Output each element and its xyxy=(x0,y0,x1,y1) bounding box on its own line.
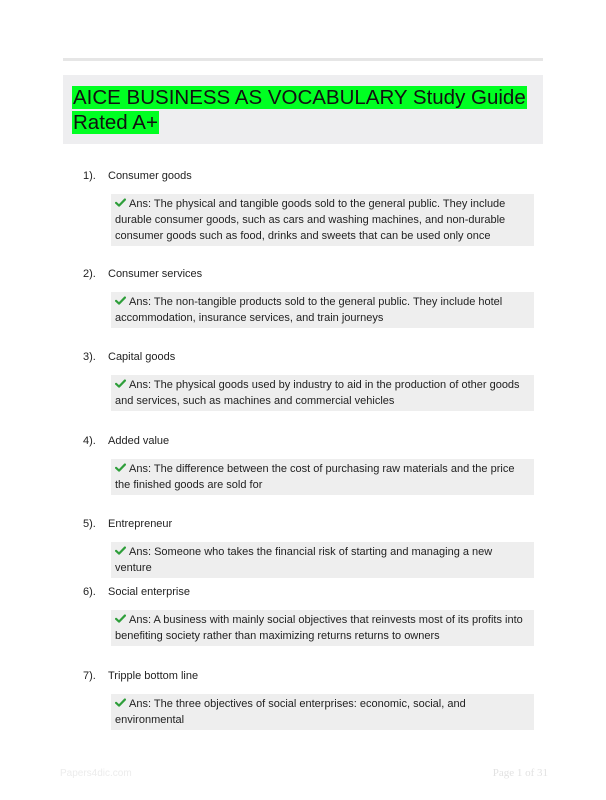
check-icon xyxy=(115,197,126,208)
question-term: Social enterprise xyxy=(108,586,190,598)
answer-box xyxy=(111,694,534,730)
check-icon xyxy=(115,613,126,624)
answer-box xyxy=(111,375,534,411)
question-number: 4). xyxy=(83,435,96,447)
question-number: 6). xyxy=(83,586,96,598)
answer-box xyxy=(111,459,534,495)
answer-text: A business with mainly social objectives that reinvests most of its profits into benefiting society rather than maximizing returns returns to owners xyxy=(115,614,523,642)
footer-watermark: Papers4dic.com xyxy=(60,768,132,779)
top-divider xyxy=(63,58,543,61)
question-term: Added value xyxy=(108,435,170,447)
answer-prefix: Ans: xyxy=(129,546,152,558)
question-term: Consumer goods xyxy=(108,170,192,182)
question-number: 3). xyxy=(83,351,96,363)
question-number: 5). xyxy=(83,518,96,530)
question-term: Capital goods xyxy=(108,351,176,363)
answer-prefix: Ans: xyxy=(129,198,152,210)
question-term: Entrepreneur xyxy=(108,518,173,530)
question-term: Tripple bottom line xyxy=(108,670,199,682)
answer-text: The non-tangible products sold to the general public. They include hotel accommodation, insurance services, and train journeys xyxy=(115,296,503,324)
check-icon xyxy=(115,378,126,389)
answer-text: The physical goods used by industry to aid in the production of other goods and services, such as machines and commercial vehicles xyxy=(115,379,520,407)
answer-prefix: Ans: xyxy=(129,463,152,475)
question-term: Consumer services xyxy=(108,268,203,280)
answer-box xyxy=(111,194,534,246)
answer-box xyxy=(111,292,534,328)
page-number: Page 1 of 31 xyxy=(492,767,548,779)
answer-prefix: Ans: xyxy=(129,296,152,308)
answer-prefix: Ans: xyxy=(129,614,152,626)
answer-text: The difference between the cost of purchasing raw materials and the price the finished goods are sold for xyxy=(115,463,515,491)
title-highlight: AICE BUSINESS AS VOCABULARY Study Guide Rated A+ xyxy=(73,86,526,134)
question-number: 1). xyxy=(83,170,96,182)
document-title xyxy=(72,85,533,135)
question-number: 7). xyxy=(83,670,96,682)
check-icon xyxy=(115,295,126,306)
answer-text: The physical and tangible goods sold to the general public. They include durable consumer goods, such as cars and washing machines, and non-durable consumer goods such as food, drinks and sweets that can be used only once xyxy=(115,198,506,242)
answer-prefix: Ans: xyxy=(129,379,152,391)
check-icon xyxy=(115,545,126,556)
question-number: 2). xyxy=(83,268,96,280)
answer-prefix: Ans: xyxy=(129,698,152,710)
check-icon xyxy=(115,462,126,473)
answer-text: The three objectives of social enterprises: economic, social, and environmental xyxy=(115,698,466,726)
answer-text: Someone who takes the financial risk of starting and managing a new venture xyxy=(115,546,493,574)
answer-box xyxy=(111,542,534,578)
check-icon xyxy=(115,697,126,708)
title-banner xyxy=(63,75,543,144)
answer-box xyxy=(111,610,534,646)
